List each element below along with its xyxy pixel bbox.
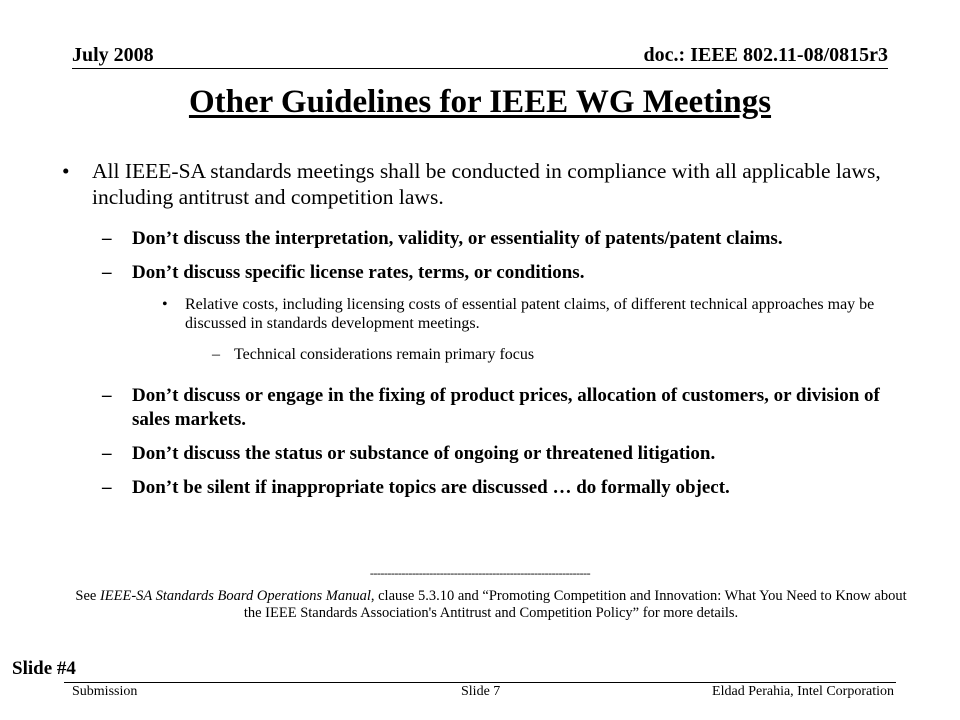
reference-divider: --------------------------------------------------------------- bbox=[369, 566, 591, 580]
header-doc-id: doc.: IEEE 802.11-08/0815r3 bbox=[643, 44, 888, 66]
main-bullet bbox=[62, 158, 922, 210]
dont-item-5 bbox=[62, 476, 922, 500]
slide-title: Other Guidelines for IEEE WG Meetings bbox=[188, 84, 772, 120]
dash-marker: – bbox=[212, 346, 220, 363]
dash-marker: – bbox=[102, 385, 112, 406]
dont-item-3 bbox=[62, 384, 922, 432]
dont-item-1 bbox=[62, 227, 922, 251]
footer-slide-number: Slide 7 bbox=[461, 684, 501, 699]
reference-note bbox=[68, 588, 914, 622]
footer-author: Eldad Perahia, Intel Corporation bbox=[712, 684, 894, 699]
reference-rest: , clause 5.3.10 and “Promoting Competition and Innovation: What You Need to Know about the IEEE Standards Association's Antitrust and Competition Policy” for more details. bbox=[243, 588, 907, 621]
sub-sub-bullet-text: Technical considerations remain primary focus bbox=[234, 346, 535, 363]
slide-body bbox=[62, 158, 922, 510]
main-bullet-text: All IEEE-SA standards meetings shall be conducted in compliance with all applicable laws, including antitrust and competition laws. bbox=[92, 159, 881, 209]
dash-marker: – bbox=[102, 443, 112, 464]
slide-label: Slide #4 bbox=[12, 658, 76, 679]
header-date: July 2008 bbox=[72, 44, 154, 66]
dont-item-text: Don’t discuss the interpretation, validity, or essentiality of patents/patent claims. bbox=[132, 228, 783, 249]
dash-marker: – bbox=[102, 477, 112, 498]
dont-item-text: Don’t discuss specific license rates, terms, or conditions. bbox=[132, 262, 585, 283]
dont-item-text: Don’t discuss the status or substance of ongoing or threatened litigation. bbox=[132, 443, 716, 464]
header-divider bbox=[72, 68, 888, 69]
dash-marker: – bbox=[102, 262, 112, 283]
bullet-marker: • bbox=[62, 159, 70, 183]
dont-item-text: Don’t discuss or engage in the fixing of product prices, allocation of customers, or division of sales markets. bbox=[132, 385, 880, 430]
dont-item-text: Don’t be silent if inappropriate topics are discussed … do formally object. bbox=[132, 477, 730, 498]
reference-see: See bbox=[75, 588, 100, 604]
dont-item-4 bbox=[62, 442, 922, 466]
dash-marker: – bbox=[102, 228, 112, 249]
footer-divider bbox=[64, 682, 896, 683]
sub-bullet bbox=[62, 295, 922, 333]
footer-submission: Submission bbox=[72, 684, 138, 699]
bullet-marker: • bbox=[162, 296, 168, 313]
sub-sub-bullet bbox=[62, 345, 922, 364]
dont-item-2 bbox=[62, 261, 922, 285]
reference-manual-title: IEEE-SA Standards Board Operations Manual bbox=[99, 588, 371, 604]
sub-bullet-text: Relative costs, including licensing costs of essential patent claims, of different technical approaches may be discussed in standards development meetings. bbox=[185, 296, 875, 332]
